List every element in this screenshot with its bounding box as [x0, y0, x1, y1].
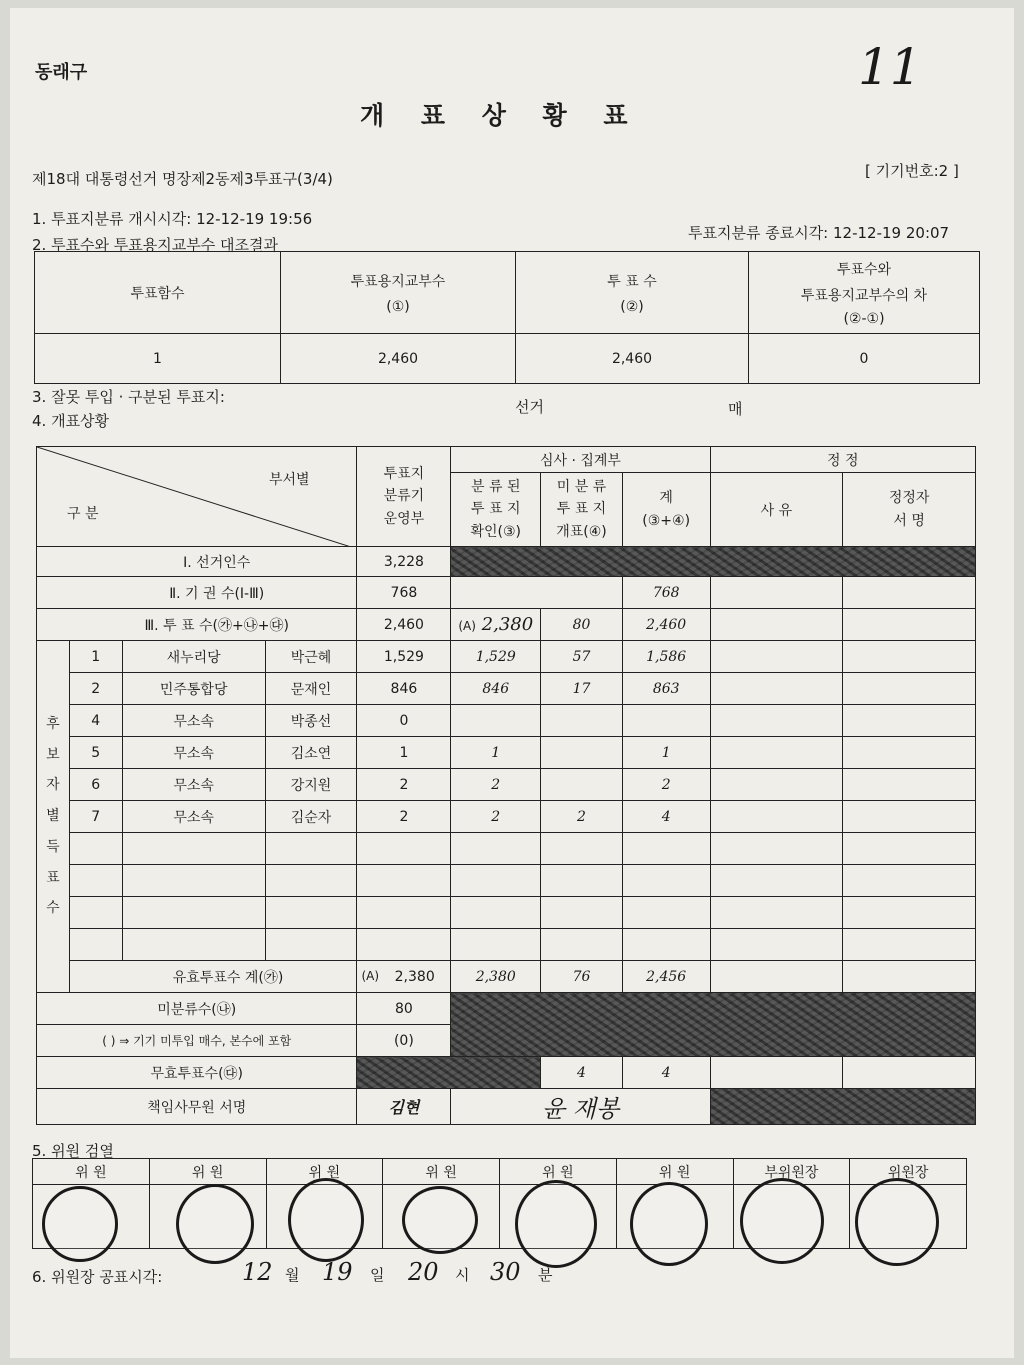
candidate-votes-side-label: 후 보 자 별 득 표 수 [37, 641, 70, 993]
candidate-classified: 2 [451, 801, 541, 833]
total-header: 계 (③+④) [622, 473, 710, 547]
signer-cell [843, 801, 976, 833]
issued-ballots-value: 2,460 [281, 334, 516, 384]
candidate-name: 문재인 [265, 673, 357, 705]
valid-votes-label: 유효투표수 계(㉮) [69, 961, 357, 993]
seal-stamp [630, 1182, 708, 1266]
candidate-total: 2 [622, 769, 710, 801]
candidate-number: 5 [69, 737, 122, 769]
vote-count-value: 2,460 [516, 334, 749, 384]
seal-stamp [855, 1178, 939, 1266]
votes-value: 2,460 [357, 609, 451, 641]
machine-dept-header: 투표지 분류기 운영부 [357, 447, 451, 547]
candidate-machine-count: 1,529 [357, 641, 451, 673]
sort-end-time: 투표지분류 종료시각: 12-12-19 20:07 [688, 224, 950, 242]
announce-minute: 30 [490, 1258, 521, 1286]
review-dept-header: 심사 · 집계부 [451, 447, 710, 473]
signer-cell [843, 737, 976, 769]
candidate-row [37, 737, 976, 769]
seal-stamp [288, 1178, 364, 1262]
table-row [37, 993, 976, 1025]
difference-value: 0 [749, 334, 980, 384]
announce-month-label: 월 [285, 1266, 300, 1284]
candidate-machine-count: 2 [357, 769, 451, 801]
missing-ballots-label: ( ) ⇒ 기기 미투입 매수, 본수에 포함 [37, 1025, 357, 1057]
reason-cell [710, 609, 843, 641]
inspector-title: 위 원 [33, 1159, 150, 1185]
candidate-party: 민주통합당 [122, 673, 265, 705]
inspector-title: 위 원 [616, 1159, 733, 1185]
table-corner-cell [37, 447, 357, 547]
announce-day: 19 [322, 1258, 353, 1286]
classified-header: 분 류 된 투 표 지 확인(③) [451, 473, 541, 547]
candidate-unclassified: 2 [541, 801, 623, 833]
table-row [37, 547, 976, 577]
candidate-number: 2 [69, 673, 122, 705]
vote-count-header: 투 표 수 (②) [516, 252, 749, 334]
empty-row [37, 929, 976, 961]
candidate-party: 무소속 [122, 801, 265, 833]
candidate-name: 박종선 [265, 705, 357, 737]
count-status-table [36, 446, 976, 1125]
candidate-party: 무소속 [122, 705, 265, 737]
signer-cell [843, 609, 976, 641]
inspector-title: 부위원장 [733, 1159, 850, 1185]
missing-ballots-value: (0) [357, 1025, 451, 1057]
valid-classified: 2,380 [451, 961, 541, 993]
candidate-number: 1 [69, 641, 122, 673]
votes-total: 2,460 [622, 609, 710, 641]
unclassified-count-label: 미분류수(㉯) [37, 993, 357, 1025]
candidate-name: 김순자 [265, 801, 357, 833]
election-subtitle: 제18대 대통령선거 명장제2동제3투표구(3/4) [32, 170, 333, 188]
sort-start-time: 1. 투표지분류 개시시각: 12-12-19 19:56 [32, 210, 313, 228]
inspector-title: 위 원 [500, 1159, 617, 1185]
electorate-label: Ⅰ. 선거인수 [37, 547, 357, 577]
reason-cell [710, 705, 843, 737]
valid-votes-value: (A) 2,380 [357, 961, 451, 993]
category-label: 구 분 [67, 506, 99, 522]
inspector-title: 위 원 [266, 1159, 383, 1185]
candidate-party: 무소속 [122, 737, 265, 769]
announce-day-label: 일 [370, 1266, 385, 1284]
signer-cell [843, 705, 976, 737]
inspector-title: 위 원 [383, 1159, 500, 1185]
candidate-unclassified [541, 737, 623, 769]
candidate-total: 863 [622, 673, 710, 705]
abstention-value: 768 [357, 577, 451, 609]
dept-label: 부서별 [269, 472, 310, 488]
unclassified-count-value: 80 [357, 993, 451, 1025]
reason-cell [710, 577, 843, 609]
section-count-heading: 4. 개표상황 [32, 412, 110, 430]
page-title: 개 표 상 황 표 [360, 101, 642, 130]
candidate-row [37, 705, 976, 737]
candidate-total: 1,586 [622, 641, 710, 673]
correction-header: 정 정 [710, 447, 975, 473]
reason-header: 사 유 [710, 473, 843, 547]
empty-row [37, 833, 976, 865]
candidate-row [37, 641, 976, 673]
valid-total: 2,456 [622, 961, 710, 993]
candidate-row [37, 673, 976, 705]
abstention-label: Ⅱ. 기 권 수(Ⅰ-Ⅲ) [37, 577, 357, 609]
electorate-value: 3,228 [357, 547, 451, 577]
candidate-machine-count: 2 [357, 801, 451, 833]
seal-stamp [740, 1178, 824, 1264]
seal-stamp [42, 1186, 118, 1262]
valid-unclassified: 76 [541, 961, 623, 993]
announce-month: 12 [242, 1258, 273, 1286]
candidate-party: 새누리당 [122, 641, 265, 673]
candidate-row [37, 769, 976, 801]
candidate-machine-count: 0 [357, 705, 451, 737]
announce-minute-label: 분 [538, 1266, 553, 1284]
compare-table [34, 251, 980, 384]
candidate-unclassified: 57 [541, 641, 623, 673]
signer-cell [843, 961, 976, 993]
section-inspection-heading: 5. 위원 검열 [32, 1142, 114, 1160]
candidate-unclassified [541, 705, 623, 737]
candidate-name: 김소연 [265, 737, 357, 769]
candidate-total: 1 [622, 737, 710, 769]
abstention-total: 768 [622, 577, 710, 609]
invalid-total: 4 [622, 1057, 710, 1089]
reason-cell [710, 641, 843, 673]
officer-signature-1: 김현 [357, 1089, 451, 1125]
candidate-machine-count: 1 [357, 737, 451, 769]
empty-row [37, 897, 976, 929]
signer-cell [843, 641, 976, 673]
unclassified-header: 미 분 류 투 표 지 개표(④) [541, 473, 623, 547]
shaded-cell [357, 1057, 541, 1089]
page-mark: 11 [858, 38, 922, 96]
candidate-number: 6 [69, 769, 122, 801]
table-row [37, 1057, 976, 1089]
announce-time-label: 6. 위원장 공표시각: [32, 1268, 163, 1286]
ballot-box-count-header: 투표함수 [35, 252, 281, 334]
seal-stamp [515, 1180, 597, 1268]
candidate-number: 4 [69, 705, 122, 737]
reason-cell [710, 1057, 843, 1089]
shaded-cell [451, 547, 976, 577]
inspectors-table [32, 1158, 967, 1249]
ballot-box-count-value: 1 [35, 334, 281, 384]
misplaced-election: 선거 [515, 398, 544, 416]
shaded-cell [451, 993, 976, 1057]
signer-cell [843, 577, 976, 609]
votes-label: Ⅲ. 투 표 수(㉮+㉯+㉰) [37, 609, 357, 641]
officer-signature-2: 윤 재봉 [451, 1089, 710, 1125]
candidate-classified: 1,529 [451, 641, 541, 673]
seal-stamp [176, 1184, 254, 1264]
misplaced-count-unit: 매 [728, 400, 743, 418]
votes-unclassified: 80 [541, 609, 623, 641]
candidate-classified: 2 [451, 769, 541, 801]
candidate-machine-count: 846 [357, 673, 451, 705]
reason-cell [710, 801, 843, 833]
candidate-classified: 846 [451, 673, 541, 705]
candidate-row [37, 801, 976, 833]
district-label: 동래구 [35, 62, 88, 83]
candidate-classified [451, 705, 541, 737]
candidate-classified: 1 [451, 737, 541, 769]
candidate-name: 박근혜 [265, 641, 357, 673]
announce-hour-label: 시 [455, 1266, 470, 1284]
signer-cell [843, 1057, 976, 1089]
reason-cell [710, 961, 843, 993]
reason-cell [710, 737, 843, 769]
table-row [37, 577, 976, 609]
reason-cell [710, 769, 843, 801]
announce-hour: 20 [408, 1258, 439, 1286]
table-row [37, 961, 976, 993]
candidate-total [622, 705, 710, 737]
inspector-title: 위원장 [850, 1159, 967, 1185]
ballot-count-sheet [10, 8, 1014, 1358]
machine-number: [ 기기번호:2 ] [865, 162, 959, 180]
invalid-votes-label: 무효투표수(㉰) [37, 1057, 357, 1089]
signer-cell [843, 673, 976, 705]
invalid-unclassified: 4 [541, 1057, 623, 1089]
seal-stamp [402, 1186, 478, 1254]
officer-sign-label: 책임사무원 서명 [37, 1089, 357, 1125]
table-row [37, 609, 976, 641]
section-misplaced-heading: 3. 잘못 투입 · 구분된 투표지: [32, 388, 225, 406]
blank-cell [451, 577, 622, 609]
shaded-cell [710, 1089, 975, 1125]
signer-header: 정정자 서 명 [843, 473, 976, 547]
inspector-title: 위 원 [149, 1159, 266, 1185]
signer-cell [843, 769, 976, 801]
candidate-party: 무소속 [122, 769, 265, 801]
candidate-name: 강지원 [265, 769, 357, 801]
candidate-total: 4 [622, 801, 710, 833]
candidate-unclassified [541, 769, 623, 801]
table-row [37, 1089, 976, 1125]
issued-ballots-header: 투표용지교부수 (①) [281, 252, 516, 334]
votes-classified: (A) 2,380 [451, 609, 541, 641]
candidate-number: 7 [69, 801, 122, 833]
difference-header: 투표수와 투표용지교부수의 차 (②-①) [749, 252, 980, 334]
candidate-unclassified: 17 [541, 673, 623, 705]
empty-row [37, 865, 976, 897]
reason-cell [710, 673, 843, 705]
section-compare-heading: 2. 투표수와 투표용지교부수 대조결과 [32, 236, 278, 254]
